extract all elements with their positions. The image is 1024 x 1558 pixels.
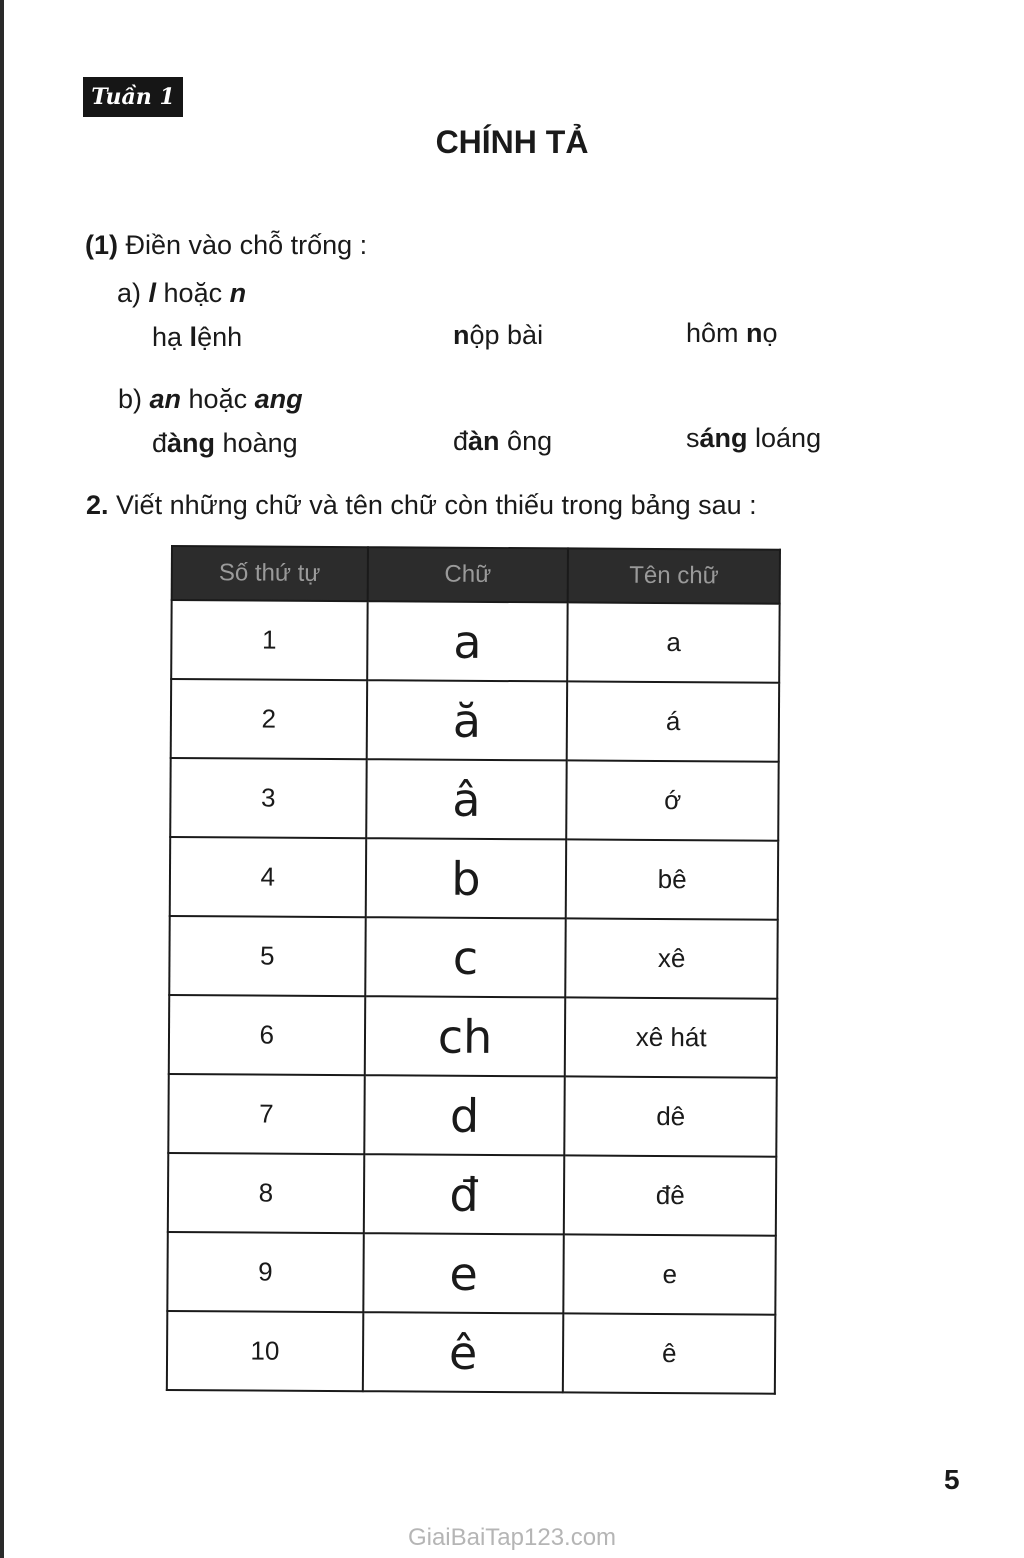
row-number: 2 xyxy=(171,679,367,759)
page-number: 5 xyxy=(944,1464,960,1495)
row-letter-name: ớ xyxy=(567,760,779,840)
answer-word: đàng hoàng xyxy=(152,428,298,458)
row-letter: a xyxy=(367,601,568,681)
exercise-1-instruction xyxy=(85,230,367,261)
row-letter-name: bê xyxy=(566,839,778,919)
exercise-1-number: (1) xyxy=(85,230,118,260)
part-a-label: a) l hoặc n xyxy=(117,278,247,308)
row-number: 5 xyxy=(169,916,365,996)
row-letter-name: e xyxy=(564,1234,776,1314)
header-letter-name: Tên chữ xyxy=(568,548,780,603)
row-number: 9 xyxy=(167,1232,363,1312)
row-letter: ch xyxy=(364,996,565,1076)
row-letter: â xyxy=(366,759,567,839)
row-letter-name: dê xyxy=(565,1076,777,1156)
answer-word: hạ lệnh xyxy=(152,322,243,352)
row-letter: ă xyxy=(366,680,567,760)
part-b-option-2: ang xyxy=(254,384,303,414)
table-row xyxy=(171,679,779,762)
row-letter-name: đê xyxy=(564,1155,776,1235)
answer-word: hôm nọ xyxy=(686,318,778,348)
row-letter: e xyxy=(363,1233,564,1313)
row-letter-name: á xyxy=(567,681,779,761)
row-letter-name: xê hát xyxy=(565,997,777,1077)
answer-word: sáng loáng xyxy=(686,423,822,453)
table-row xyxy=(170,837,778,920)
row-letter-name: ê xyxy=(563,1313,775,1393)
part-b-label: b) an hoặc ang xyxy=(118,384,303,414)
table-row xyxy=(171,600,779,683)
exercise-2-text: Viết những chữ và tên chữ còn thiếu trong bảng sau : xyxy=(108,490,757,520)
row-letter: đ xyxy=(363,1154,564,1234)
exercise-1-text: Điền vào chỗ trống : xyxy=(118,230,368,260)
page-title: CHÍNH TẢ xyxy=(435,124,589,160)
row-number: 10 xyxy=(167,1311,363,1391)
row-number: 6 xyxy=(169,995,365,1075)
exercise-2-instruction xyxy=(86,490,757,521)
table-row xyxy=(168,1074,776,1157)
row-number: 7 xyxy=(168,1074,364,1154)
answer-word: đàn ông xyxy=(453,426,553,456)
table-row xyxy=(169,916,777,999)
table-header-row xyxy=(172,546,780,604)
page-edge xyxy=(0,0,4,1558)
part-a-option-2: n xyxy=(229,278,247,308)
row-number: 8 xyxy=(168,1153,364,1233)
row-letter: c xyxy=(365,917,566,997)
header-number: Số thứ tự xyxy=(172,546,368,601)
row-letter-name: a xyxy=(568,602,780,682)
table-row xyxy=(168,1153,776,1236)
week-badge: Tuần 1 xyxy=(83,77,183,117)
answer-word: nộp bài xyxy=(453,320,544,350)
part-b-option-1: an xyxy=(149,384,182,414)
exercise-2-number: 2. xyxy=(86,490,109,520)
part-a-option-1: l xyxy=(148,278,157,308)
row-letter: b xyxy=(365,838,566,918)
table-row xyxy=(170,758,778,841)
table-row xyxy=(167,1232,775,1315)
row-letter: ê xyxy=(362,1312,563,1392)
row-letter-name: xê xyxy=(566,918,778,998)
table-row xyxy=(169,995,777,1078)
row-number: 1 xyxy=(171,600,367,680)
alphabet-table xyxy=(166,545,781,1395)
table-row xyxy=(167,1311,775,1394)
watermark: GiaiBaiTap123.com xyxy=(407,1524,617,1551)
row-number: 4 xyxy=(170,837,366,917)
header-letter: Chữ xyxy=(367,547,568,602)
row-number: 3 xyxy=(170,758,366,838)
row-letter: d xyxy=(364,1075,565,1155)
